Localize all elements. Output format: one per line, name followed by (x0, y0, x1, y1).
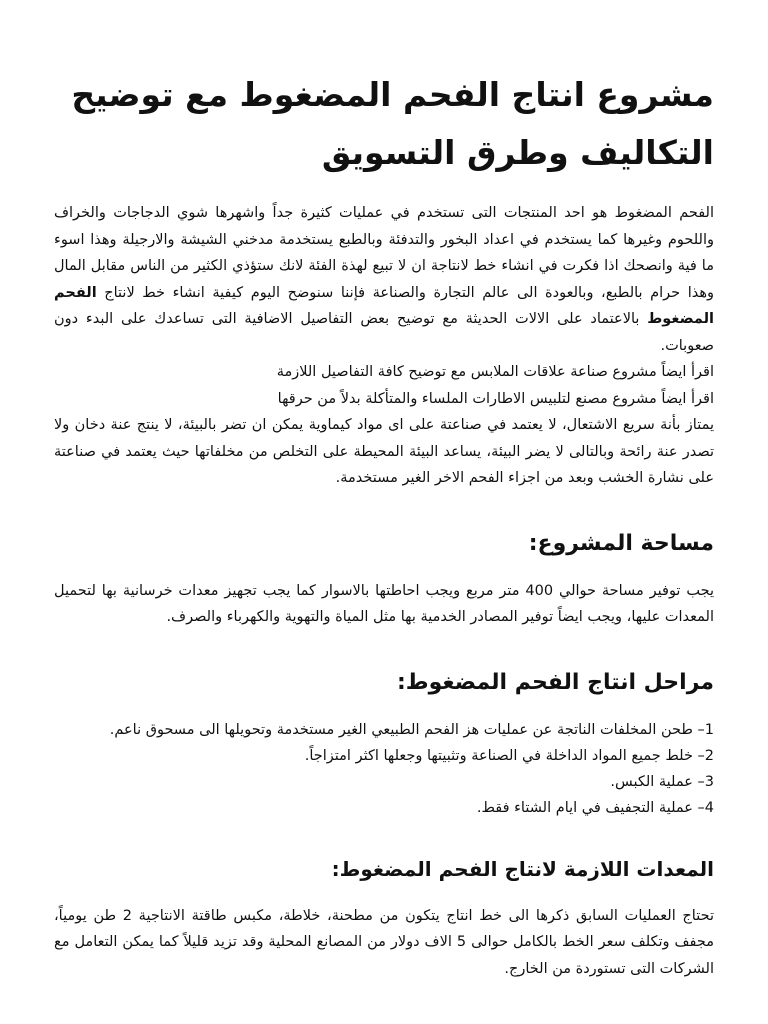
area-paragraph: يجب توفير مساحة حوالي 400 متر مربع ويجب احاطتها بالاسوار كما يجب تجهيز معدات خرسانية بها لتحميل المعدات عليها، ويجب ايضاً توفير المصادر الخدمية بها مثل المياة والتهوية والكهرباء والصرف. (54, 582, 714, 625)
related-link-2[interactable]: اقرأ ايضاً مشروع مصنع لتلبيس الاطارات الملساء والمتأكلة بدلاً من حرقها (277, 390, 714, 407)
page-title: مشروع انتاج الفحم المضغوط مع توضيح التكاليف وطرق التسويق (71, 75, 714, 172)
area-heading: مساحة المشروع: (528, 530, 714, 556)
stages-heading: مراحل انتاج الفحم المضغوط: (396, 669, 714, 695)
features-paragraph: يمتاز بأنة سريع الاشتعال، لا يعتمد في صناعتة على اى مواد كيماوية يمكن ان تضر بالبيئة، لا ينتج عنة دخان ولا تصدر عنة رائحة وبالتالى لا يضر البيئة، يساعد البيئة المحيطة على التخلص من مخلفاتها حيث يعتمد في صناعتة على نشارة الخشب وبعد من اجزاء الفحم الاخر الغير مستخدمة. (54, 417, 714, 486)
equipment-paragraph: تحتاج العمليات السابق ذكرها الى خط انتاج يتكون من مطحنة، خلاطة، مكبس طاقتة الانتاجية 2 طن يومياً، مجفف وتكلف سعر الخط بالكامل حوالى 5 الاف دولار من المصانع المحلية وقد تزيد قليلاً كما يمكن التعامل مع الشركات التى تستوردة من الخارج. (54, 907, 714, 977)
list-item: 2– خلط جميع المواد الداخلة في الصناعة وتثبيتها وجعلها اكثر امتزاجاً. (304, 747, 714, 764)
related-link-1[interactable]: اقرأ ايضاً مشروع صناعة علاقات الملابس مع توضيح كافة التفاصيل اللازمة (276, 364, 714, 380)
equipment-heading: المعدات اللازمة لانتاج الفحم المضغوط: (331, 856, 714, 881)
intro-paragraph (54, 200, 714, 359)
intro-bold-keyword[interactable]: الفحم المضغوط (54, 284, 715, 327)
list-item: 4– عملية التجفيف في ايام الشتاء فقط. (476, 799, 714, 816)
intro-text-end: بالاعتماد على الالات الحديثة مع توضيح بعض التفاصيل الاضافية التى تساعدك على البدء دون صعوبات. (54, 311, 714, 354)
intro-text-start: الفحم المضغوط هو احد المنتجات التى تستخدم في عمليات كثيرة جداً واشهرها شوي الدجاجات والخراف واللحوم وغيرها كما يستخدم في اعداد البخور والتدفئة وبالطبع يستخدمة مدخني الشيشة والارجيلة وهذا اسوء ما فية وانصحك اذا فكرت في انشاء خط لانتاجة ان لا تبيع لهذة الفئة لانك ستؤذي الكثير من الناس مقابل المال وهذا حرام بالطبع، وبالعودة الى عالم التجارة والصناعة فإننا سنوضح اليوم كيفية انشاء خط لانتاج (54, 205, 714, 301)
stages-list (54, 717, 714, 821)
list-item: 1– طحن المخلفات الناتجة عن عمليات هز الفحم الطبيعي الغير مستخدمة وتحويلها الى مسحوق ناعم. (109, 721, 714, 738)
list-item: 3– عملية الكبس. (610, 773, 714, 790)
